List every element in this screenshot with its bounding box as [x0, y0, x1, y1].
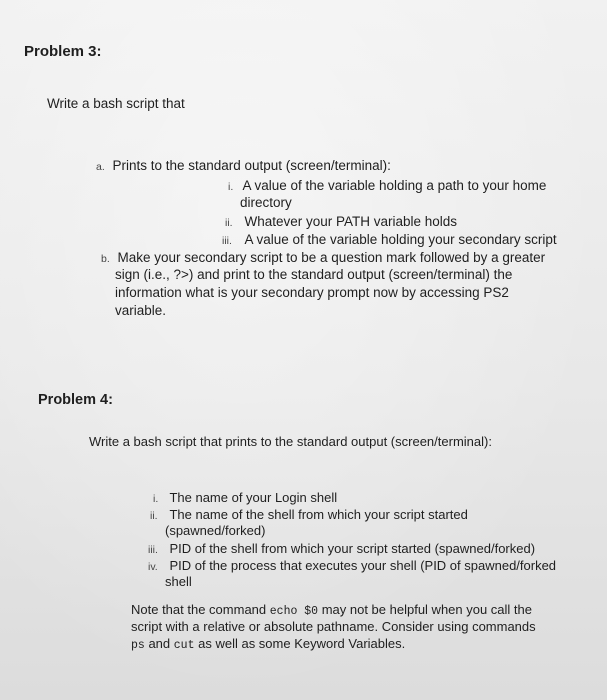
part-a-item-1 — [228, 177, 546, 195]
note-line-1 — [131, 602, 532, 618]
problem-4-item-1 — [153, 489, 337, 507]
item-text: The name of the shell from which your script started — [169, 507, 468, 522]
item-text-continued: directory — [240, 195, 292, 210]
part-a-item-3 — [222, 231, 557, 249]
part-b-line-4: variable. — [115, 303, 167, 318]
problem-4-intro: Write a bash script that prints to the standard output (screen/terminal): — [89, 434, 492, 449]
problem-4-item-3 — [148, 540, 535, 558]
item-number: iv. — [148, 561, 158, 573]
item-number: iii. — [222, 235, 232, 247]
item-text: A value of the variable holding a path to your home — [242, 178, 547, 193]
note-line-2: script with a relative or absolute pathname. Consider using commands — [131, 619, 536, 634]
part-b-line-2: sign (i.e., ?>) and print to the standard output (screen/terminal) the — [115, 267, 513, 282]
item-number: i. — [228, 181, 234, 193]
item-text-continued: shell — [165, 574, 192, 589]
note-text: may not be helpful when you call the — [321, 602, 533, 617]
part-b-line-3: information what is your secondary prompt now by accessing PS2 — [115, 285, 509, 300]
item-number: ii. — [150, 510, 158, 522]
problem-4-title: Problem 4: — [38, 392, 113, 408]
item-text: Whatever your PATH variable holds — [244, 214, 458, 229]
item-text: A value of the variable holding your secondary script — [244, 232, 557, 247]
problem-4-item-2 — [150, 506, 468, 524]
note-text: and — [148, 636, 171, 651]
problem-4-item-4 — [148, 557, 556, 575]
problem-3-title: Problem 3: — [24, 43, 102, 60]
note-code-cut: cut — [173, 639, 195, 652]
item-text: The name of your Login shell — [169, 490, 338, 505]
item-number: iii. — [148, 544, 158, 556]
note-text: as well as some Keyword Variables. — [198, 636, 406, 651]
problem-3-part-b — [101, 249, 545, 267]
note-line-3 — [131, 636, 405, 652]
part-a-text: Prints to the standard output (screen/terminal): — [112, 158, 391, 173]
item-number: ii. — [225, 217, 233, 229]
note-code-echo: echo $0 — [269, 605, 319, 618]
part-b-line-1: Make your secondary script to be a question mark followed by a greater — [117, 250, 546, 265]
problem-3-intro: Write a bash script that — [47, 96, 185, 111]
item-number: i. — [153, 493, 159, 505]
note-code-ps: ps — [131, 639, 145, 652]
item-text-continued: (spawned/forked) — [165, 523, 266, 538]
part-a-label: a. — [96, 161, 105, 173]
item-text: PID of the process that executes your shell (PID of spawned/forked — [169, 558, 557, 573]
part-a-item-2 — [225, 213, 457, 231]
part-b-label: b. — [101, 253, 110, 265]
item-text: PID of the shell from which your script started (spawned/forked) — [169, 541, 536, 556]
problem-3-part-a — [96, 157, 391, 175]
note-text: Note that the command — [131, 602, 267, 617]
